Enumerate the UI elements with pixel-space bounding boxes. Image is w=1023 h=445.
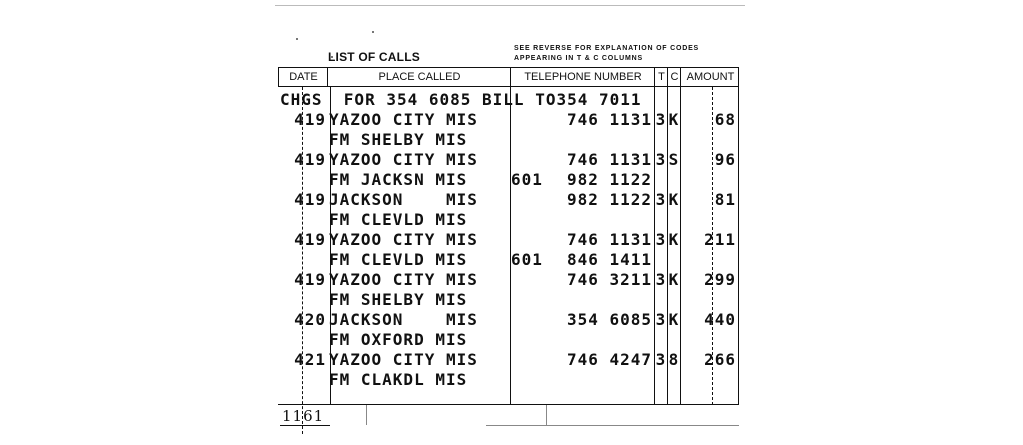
bottom-rule-faint: [486, 425, 739, 426]
scan-edge-line: [275, 5, 745, 6]
call-place: YAZOO CITY MIS: [329, 150, 478, 169]
call-amount: 299: [704, 270, 736, 289]
form-title: LIST OF CALLS: [328, 50, 420, 64]
call-origin: FM CLEVLD MIS: [329, 210, 468, 229]
column-header-row: [278, 67, 739, 87]
scan-speck: [372, 31, 374, 33]
call-amount: 440: [704, 310, 736, 329]
call-origin-area-code: 601: [511, 250, 543, 269]
call-place: YAZOO CITY MIS: [329, 350, 478, 369]
call-date: 419: [294, 150, 326, 169]
page-number: 1161: [282, 407, 325, 425]
header-c: C: [670, 71, 679, 83]
call-amount: 96: [714, 150, 736, 169]
call-number: 982 1122: [566, 190, 652, 209]
call-origin: FM OXFORD MIS: [329, 330, 468, 349]
call-c-code: S: [668, 150, 679, 169]
call-place: JACKSON MIS: [329, 190, 478, 209]
header-place-called: PLACE CALLED: [378, 71, 461, 83]
call-number: 746 1131: [566, 150, 652, 169]
codes-note: [514, 44, 740, 64]
call-number: 354 6085: [566, 310, 652, 329]
charges-line: CHGS FOR 354 6085 BILL TO354 7011: [280, 90, 642, 109]
call-c-code: K: [668, 110, 679, 129]
header-date: DATE: [289, 71, 318, 83]
page-number-underline: [280, 425, 330, 426]
call-c-code: K: [668, 310, 679, 329]
call-date: 419: [294, 110, 326, 129]
header-t: T: [658, 71, 665, 83]
call-amount: 211: [704, 230, 736, 249]
call-place: YAZOO CITY MIS: [329, 230, 478, 249]
date-dashed-rule: [302, 87, 303, 434]
call-c-code: K: [668, 270, 679, 289]
call-c-code: 8: [668, 350, 679, 369]
header-telephone-number: TELEPHONE NUMBER: [524, 71, 642, 83]
call-origin: FM SHELBY MIS: [329, 290, 468, 309]
call-t-code: 3: [655, 270, 666, 289]
call-date: 419: [294, 230, 326, 249]
call-t-code: 3: [655, 230, 666, 249]
call-date: 419: [294, 190, 326, 209]
call-t-code: 3: [655, 110, 666, 129]
call-place: JACKSON MIS: [329, 310, 478, 329]
call-origin-number: 982 1122: [566, 170, 652, 189]
call-amount: 81: [714, 190, 736, 209]
footer-rule: [366, 405, 367, 425]
call-origin: FM CLAKDL MIS: [329, 370, 468, 389]
call-number: 746 1131: [566, 230, 652, 249]
column-rule: [327, 67, 328, 87]
call-origin-number: 846 1411: [566, 250, 652, 269]
footer-rule: [546, 405, 547, 425]
column-rule: [738, 67, 739, 405]
call-number: 746 4247: [566, 350, 652, 369]
call-origin: FM CLEVLD MIS: [329, 250, 468, 269]
call-c-code: K: [668, 190, 679, 209]
call-date: 421: [294, 350, 326, 369]
call-number: 746 1131: [566, 110, 652, 129]
call-t-code: 3: [655, 150, 666, 169]
call-list-form: [278, 40, 740, 440]
call-amount: 266: [704, 350, 736, 369]
call-origin: FM SHELBY MIS: [329, 130, 468, 149]
bottom-rule: [278, 404, 739, 405]
codes-note-line-1: SEE REVERSE FOR EXPLANATION OF CODES: [514, 45, 700, 52]
call-t-code: 3: [655, 350, 666, 369]
call-place: YAZOO CITY MIS: [329, 270, 478, 289]
call-date: 419: [294, 270, 326, 289]
call-t-code: 3: [655, 190, 666, 209]
codes-note-line-2: APPEARING IN T & C COLUMNS: [514, 55, 643, 62]
call-c-code: K: [668, 230, 679, 249]
call-amount: 68: [714, 110, 736, 129]
header-amount: AMOUNT: [686, 71, 735, 83]
call-t-code: 3: [655, 310, 666, 329]
call-number: 746 3211: [566, 270, 652, 289]
call-place: YAZOO CITY MIS: [329, 110, 478, 129]
call-origin-area-code: 601: [511, 170, 543, 189]
call-origin: FM JACKSN MIS: [329, 170, 468, 189]
call-date: 420: [294, 310, 326, 329]
